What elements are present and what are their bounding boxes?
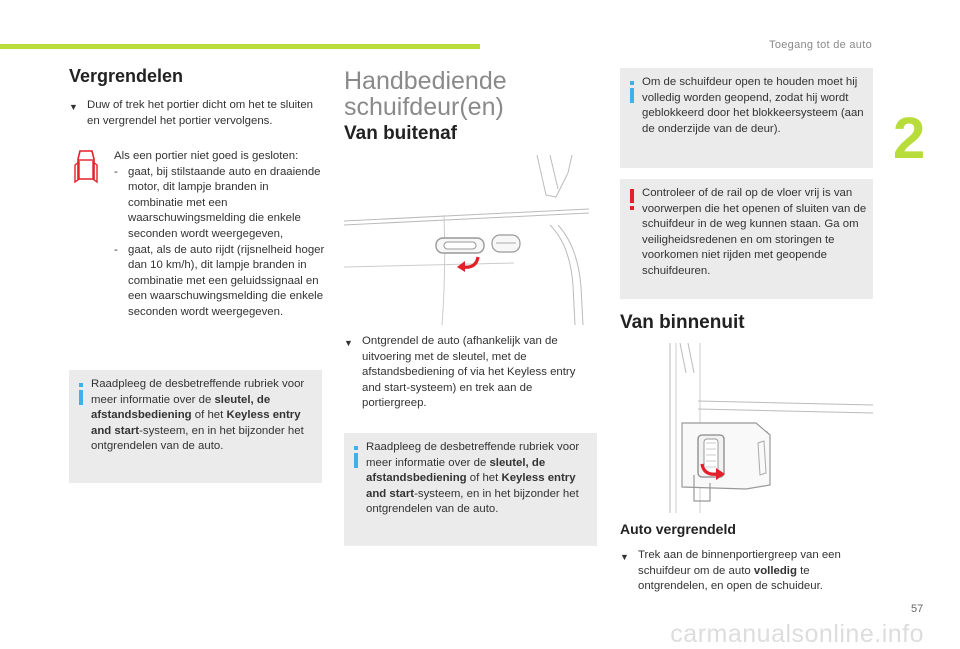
door-alert-block	[114, 149, 326, 321]
heading-handbediende-schuifdeuren: Handbediende schuifdeur(en)	[344, 67, 507, 121]
bullet-triangle-icon: ▼	[620, 552, 629, 562]
header-accent-bar	[0, 44, 480, 49]
bullet-item	[69, 98, 324, 129]
interior-door-illustration	[620, 343, 873, 513]
door-alert-item: - gaat, als de auto rijdt (rijsnelheid hoger dan 10 km/h), dit lampje branden in combinatie met een geluidssignaal en een waarschuwingsmelding die enkele seconden wordt weergegeven.	[114, 243, 325, 318]
info-text: Om de schuifdeur open te houden moet hij volledig worden geopend, zodat hij wordt geblokkeerd door het blokkeersysteem (aan de onderzijde van de deur).	[642, 76, 864, 135]
heading-van-binnenuit: Van binnenuit	[620, 312, 745, 333]
bullet-text: Ontgrendel de auto (afhankelijk van de uitvoering met de sleutel, met de afstandsbediening of via het Keyless entry and start-systeem) en trek aan de portiergreep.	[362, 335, 576, 410]
bullet-item	[344, 334, 589, 412]
info-box-schuifdeur-open	[620, 68, 873, 168]
info-box-keyless	[344, 433, 597, 546]
page-number: 57	[911, 603, 924, 615]
chapter-number: 2	[893, 106, 926, 171]
bullet-triangle-icon: ▼	[344, 338, 353, 348]
bullet-text: Trek aan de binnenportiergreep van een schuifdeur om de auto volledig te ontgrendelen, en open de schuideur.	[638, 549, 841, 593]
door-alert-intro: Als een portier niet goed is gesloten:	[114, 150, 299, 162]
info-box-keyless	[69, 370, 322, 483]
pull-arrow-icon	[456, 253, 482, 275]
info-text: Raadpleeg de desbetreffende rubriek voor meer informatie over de sleutel, de afstandsbediening of het Keyless entry and start-systeem, en in het bijzonder het ontgrendelen van de auto.	[366, 441, 580, 516]
bullet-item	[620, 548, 860, 595]
bullet-text: Duw of trek het portier dicht om het te sluiten en vergrendel het portier vervolgens.	[87, 99, 314, 127]
info-icon	[351, 443, 364, 471]
door-alert-item: - gaat, bij stilstaande auto en draaiende motor, dit lampje branden in combinatie met een waarschuwingsmelding die enkele seconden wordt weergegeven,	[114, 165, 321, 240]
heading-vergrendelen: Vergrendelen	[69, 66, 184, 86]
heading-auto-vergrendeld: Auto vergrendeld	[620, 521, 736, 537]
section-header: Toegang tot de auto	[769, 39, 872, 51]
info-icon	[627, 78, 640, 106]
door-open-warning-icon	[74, 149, 98, 185]
warning-icon	[627, 187, 640, 213]
bullet-triangle-icon: ▼	[69, 102, 78, 112]
footer-watermark: carmanualsonline.info	[670, 620, 924, 648]
pull-arrow-icon	[698, 460, 726, 484]
exterior-door-illustration	[344, 155, 597, 325]
warning-box-rail	[620, 179, 873, 299]
warning-text: Controleer of de rail op de vloer vrij is van voorwerpen die het openen of sluiten van de schuifdeur in de weg kunnen staan. Ga om veiligheidsredenen en om storingen te voorkomen niet rijden met geopende schuifdeuren.	[642, 187, 867, 277]
info-icon	[76, 380, 89, 408]
heading-van-buitenaf: Van buitenaf	[344, 123, 457, 144]
info-text: Raadpleeg de desbetreffende rubriek voor meer informatie over de sleutel, de afstandsbediening of het Keyless entry and start-systeem, en in het bijzonder het ontgrendelen van de auto.	[91, 378, 305, 453]
